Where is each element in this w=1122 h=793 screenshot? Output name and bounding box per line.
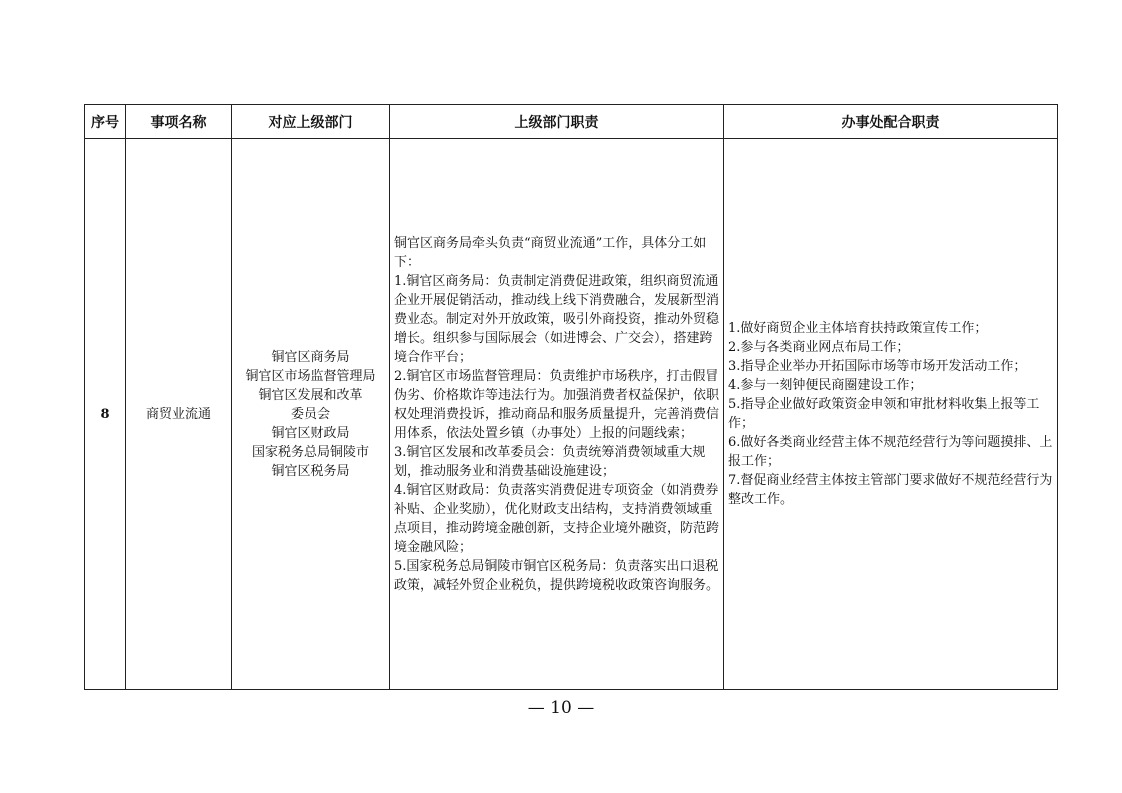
row-departments [232, 139, 390, 690]
table-row [85, 139, 1058, 690]
superior-duty-paragraph: 4.铜官区财政局：负责落实消费促进专项资金（如消费券补贴、企业奖励），优化财政支出结构，支持消费领域重点项目，推动跨境金融创新，支持企业境外融资，防范跨境金融风险； [394, 482, 720, 555]
office-duty-item: 3.指导企业举办开拓国际市场等市场开发活动工作； [728, 359, 1027, 374]
office-duty-item: 4.参与一刻钟便民商圈建设工作； [728, 378, 923, 393]
superior-duty-paragraph: 2.铜官区市场监督管理局：负责维护市场秩序，打击假冒伪劣、价格欺诈等违法行为。加强消费者权益保护，依职权处理消费投诉，推动商品和服务质量提升，完善消费信用体系，依法处置乡镇（办事处）上报的问题线索； [394, 368, 720, 441]
department-line: 铜官区税务局 [271, 463, 350, 479]
row-office-duties [724, 139, 1058, 690]
department-line: 铜官区市场监督管理局 [245, 368, 376, 384]
header-item-name: 事项名称 [126, 105, 232, 139]
department-line: 委员会 [290, 406, 330, 422]
header-superior-duties: 上级部门职责 [390, 105, 724, 139]
department-line: 国家税务总局铜陵市 [251, 444, 369, 460]
department-line: 铜官区发展和改革 [258, 387, 363, 403]
header-number: 序号 [85, 105, 126, 139]
superior-duty-paragraph: 1.铜官区商务局：负责制定消费促进政策，组织商贸流通企业开展促销活动，推动线上线下消费融合，发展新型消费业态。制定对外开放政策，吸引外商投资，推动外贸稳增长。组织参与国际展会（如进博会、广交会），搭建跨境合作平台； [394, 273, 720, 365]
office-duty-item: 7.督促商业经营主体按主管部门要求做好不规范经营行为整改工作。 [728, 473, 1053, 507]
superior-duty-paragraph: 5.国家税务总局铜陵市铜官区税务局：负责落实出口退税政策，减轻外贸企业税负，提供跨境税收政策咨询服务。 [394, 558, 720, 593]
duty-table [84, 104, 1058, 690]
office-duty-item: 2.参与各类商业网点布局工作； [728, 340, 910, 355]
department-line: 铜官区商务局 [271, 349, 350, 365]
superior-duty-paragraph: 3.铜官区发展和改革委员会：负责统筹消费领域重大规划，推动服务业和消费基础设施建设； [394, 444, 706, 479]
row-item-name: 商贸业流通 [126, 139, 232, 690]
table-header-row [85, 105, 1058, 139]
header-office-duties: 办事处配合职责 [724, 105, 1058, 139]
office-duty-item: 6.做好各类商业经营主体不规范经营行为等问题摸排、上报工作； [728, 435, 1053, 469]
row-number: 8 [85, 139, 126, 690]
office-duty-item: 1.做好商贸企业主体培育扶持政策宣传工作； [728, 321, 988, 336]
row-superior-duties [390, 139, 724, 690]
superior-duty-paragraph: 铜官区商务局牵头负责“商贸业流通”工作，具体分工如下： [394, 235, 707, 270]
office-duty-item: 5.指导企业做好政策资金申领和审批材料收集上报等工作； [728, 397, 1040, 431]
header-superior-department: 对应上级部门 [232, 105, 390, 139]
page-number: — 10 — [527, 698, 595, 718]
department-line: 铜官区财政局 [271, 425, 350, 441]
